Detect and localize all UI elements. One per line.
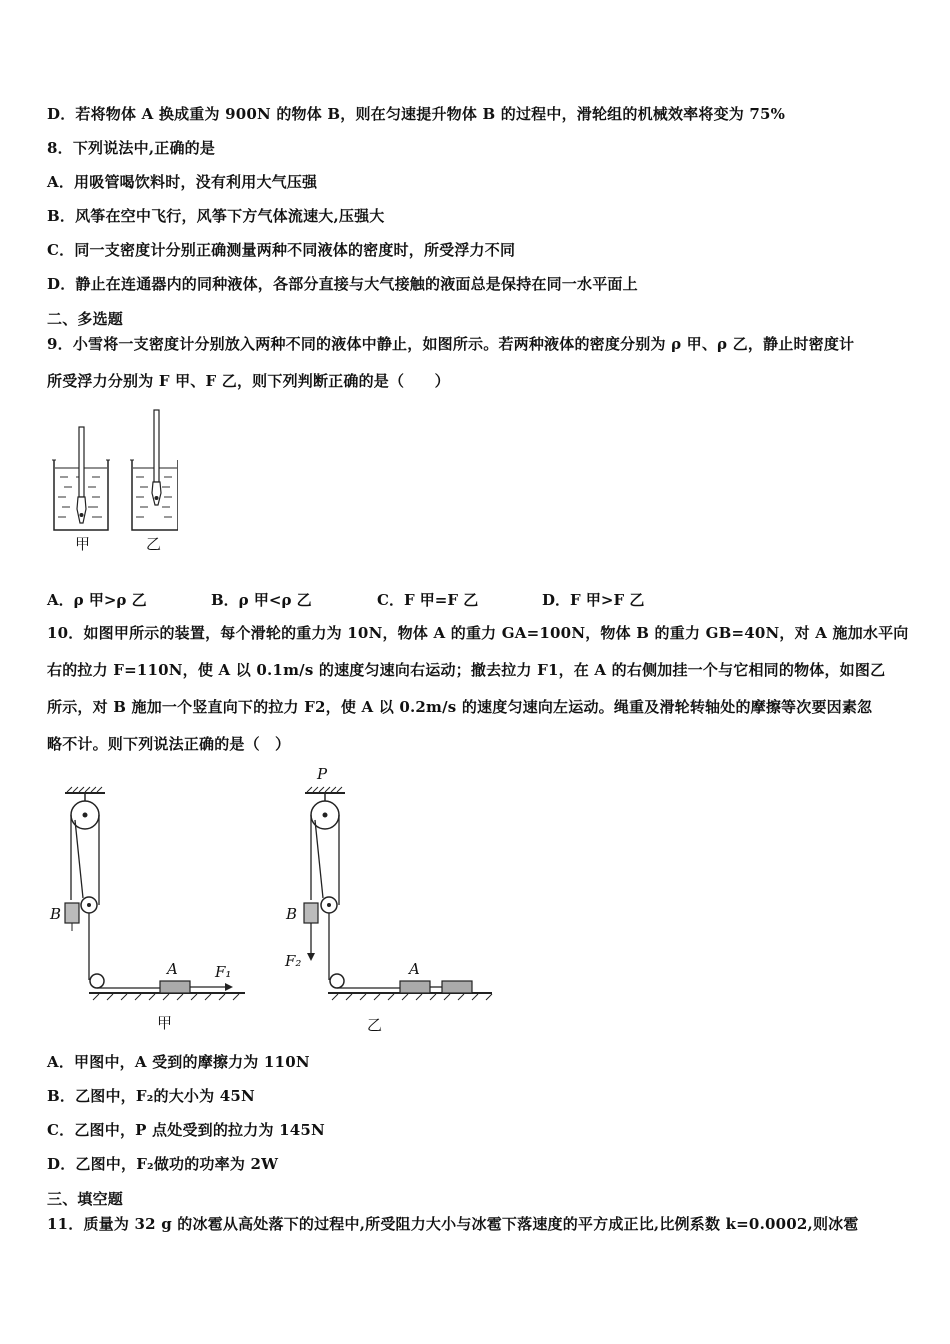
q9-option-b: B．ρ 甲<ρ 乙 (211, 591, 312, 609)
q8-option-d: D．静止在连通器内的同种液体，各部分直接与大气接触的液面总是保持在同一水平面上 (47, 275, 638, 293)
q10-option-b: B．乙图中，F₂的大小为 45N (47, 1087, 255, 1105)
section-multiple-choice: 二、多选题 (47, 310, 124, 328)
q10-yi-label-a: A (409, 960, 420, 978)
q8-stem: 8．下列说法中,正确的是 (47, 139, 216, 157)
q10-pulley-figure-jia (45, 765, 260, 1035)
q10-option-d: D．乙图中，F₂做功的功率为 2W (47, 1155, 279, 1173)
q9-option-d: D．F 甲>F 乙 (542, 591, 645, 609)
q10-yi-label-p: P (317, 765, 328, 783)
q9-option-a: A．ρ 甲>ρ 乙 (47, 591, 147, 609)
beaker-yi (130, 410, 178, 530)
q9-stem-line2: 所受浮力分别为 F 甲、F 乙，则下列判断正确的是（ ） (47, 372, 450, 390)
q10-option-a: A．甲图中，A 受到的摩擦力为 110N (47, 1053, 310, 1071)
q9-label-jia: 甲 (75, 535, 91, 553)
q9-stem-line1: 9．小雪将一支密度计分别放入两种不同的液体中静止，如图所示。若两种液体的密度分别为 ρ 甲、ρ 乙，静止时密度计 (47, 335, 855, 353)
q8-option-b: B．风筝在空中飞行，风筝下方气体流速大,压强大 (47, 207, 385, 225)
q10-yi-label-b: B (286, 905, 298, 923)
q10-caption-yi: 乙 (367, 1016, 383, 1034)
q9-label-yi: 乙 (146, 535, 162, 553)
q8-option-c: C．同一支密度计分别正确测量两种不同液体的密度时，所受浮力不同 (47, 241, 516, 259)
q10-yi-label-f2: F₂ (285, 952, 302, 970)
q10-jia-label-b: B (50, 905, 62, 923)
q10-jia-label-a: A (167, 960, 178, 978)
q10-stem-line4: 略不计。则下列说法正确的是（ ） (47, 735, 291, 753)
q10-option-c: C．乙图中，P 点处受到的拉力为 145N (47, 1121, 325, 1139)
q10-jia-label-f1: F₁ (215, 963, 232, 981)
q10-stem-line1: 10．如图甲所示的装置，每个滑轮的重力为 10N，物体 A 的重力 GA=100N，物体 B 的重力 GB=40N，对 A 施加水平向 (47, 624, 909, 642)
section-fill-in: 三、填空题 (47, 1190, 124, 1208)
q10-stem-line3: 所示，对 B 施加一个竖直向下的拉力 F2，使 A 以 0.2m/s 的速度匀速向左运动。绳重及滑轮转轴处的摩擦等次要因素忽 (47, 698, 873, 716)
q10-stem-line2: 右的拉力 F=110N，使 A 以 0.1m/s 的速度匀速向右运动；撤去拉力 F1，在 A 的右侧加挂一个与它相同的物体，如图乙 (47, 661, 886, 679)
q7-option-d: D．若将物体 A 换成重为 900N 的物体 B，则在匀速提升物体 B 的过程中，滑轮组的机械效率将变为 75% (47, 105, 786, 123)
beaker-jia (52, 427, 110, 530)
q10-pulley-figure-yi (280, 765, 500, 1035)
q10-caption-jia: 甲 (157, 1014, 173, 1032)
q9-option-c: C．F 甲=F 乙 (377, 591, 479, 609)
q11-stem-line1: 11．质量为 32 g 的冰雹从高处落下的过程中,所受阻力大小与冰雹下落速度的平方成正比,比例系数 k=0.0002,则冰雹 (47, 1215, 859, 1233)
q8-option-a: A．用吸管喝饮料时，没有利用大气压强 (47, 173, 318, 191)
